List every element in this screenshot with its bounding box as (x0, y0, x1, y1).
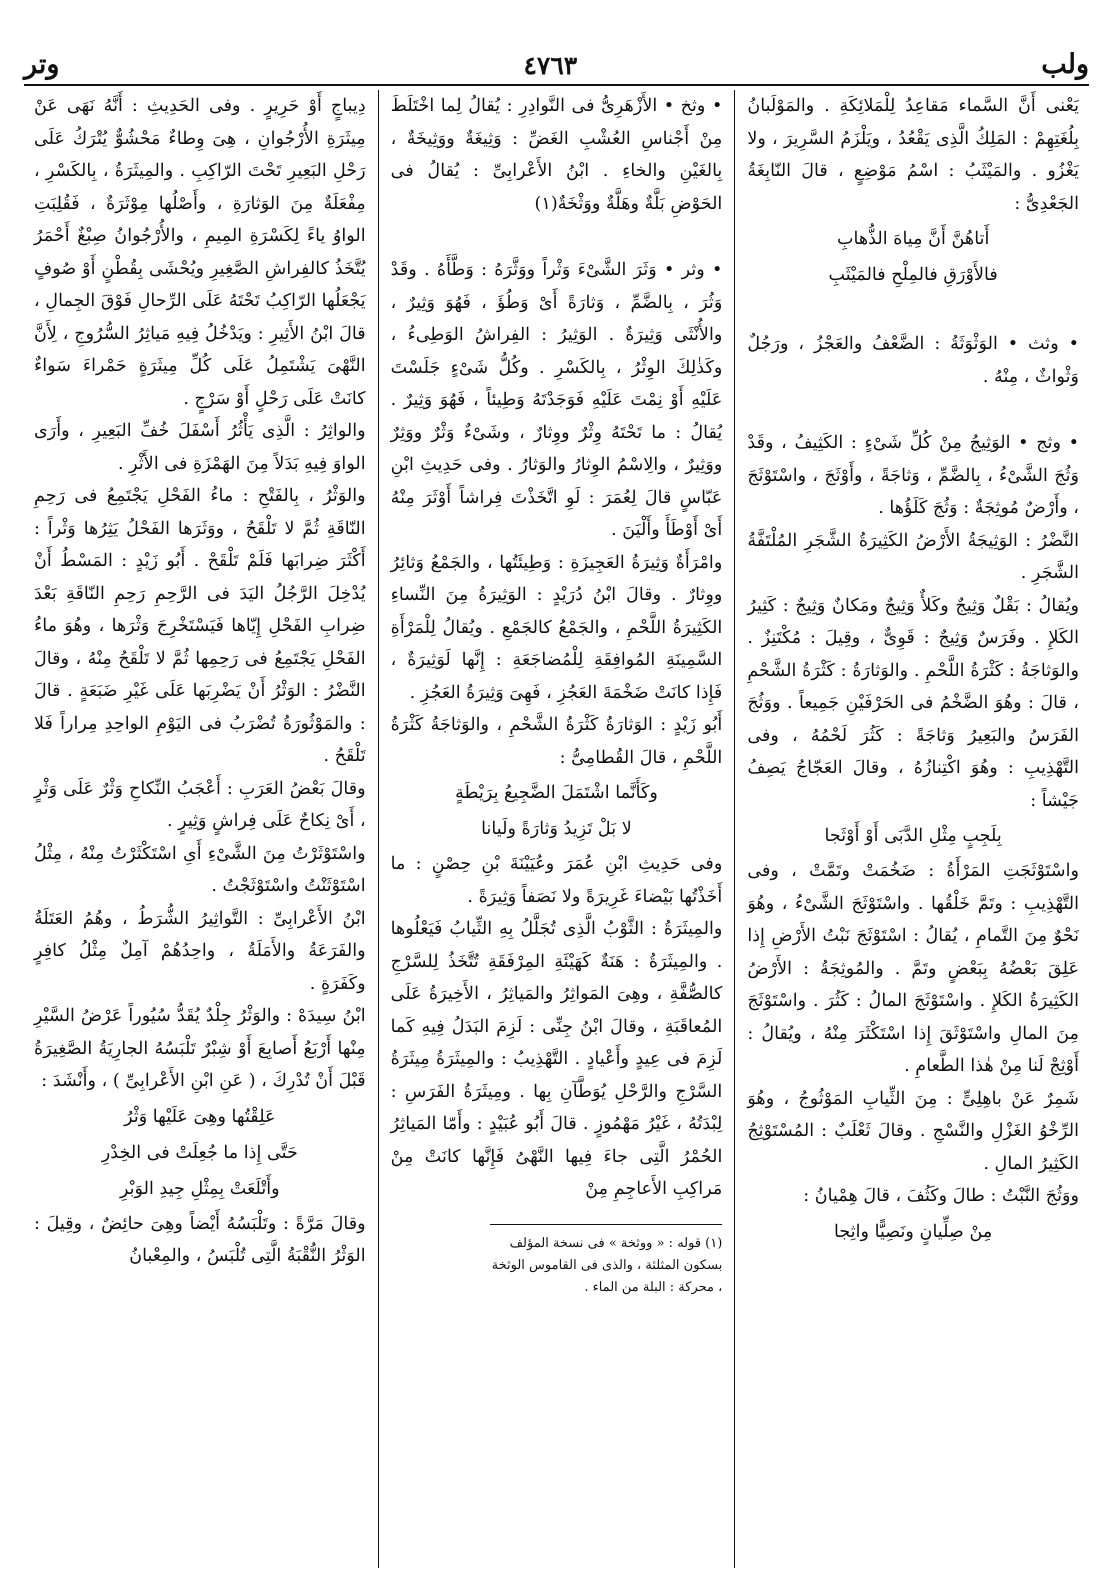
verse-line: عَلِقْتُها وهِىَ عَلَيْها وَثْرُ (124, 1106, 276, 1127)
paragraph: والمِيثَرَةُ : الثَّوْبُ الَّذِى تُجَلَّلُ بِهِ الثِّيابُ فَيَعْلُوها . والمِيثَرَةُ : هَنَةٌ كَهَيْئَةِ المِرْفَقَةِ تُتَّخَذُ لِلسَّرْجِ كالصُّفَّةِ ، وهِىَ المَواثِرُ والمَياثِرُ ، الأَخِيرَةُ عَلَى المُعاقَبَةِ ، وقالَ ابْنُ جِنِّى : لَزِمَ البَدَلُ فِيهِ كَما لَزِمَ فى عِيدٍ وأَعْيادٍ . التَّهْذِيبُ : والمِيثَرَةُ مِيثَرَةُ السَّرْجِ والرَّحْلِ يُوَطَّآنِ بِها . ومِيثَرَةُ الفَرَسِ : لِبْدَتُهُ ، غَيْرُ مَهْمُوزٍ . قالَ أَبُو عُبَيْدٍ : وأَمّا المَياثِرُ الحُمْرُ الَّتِى جاءَ فِيها النَّهْىُ فَإِنَّها كانَتْ مِنْ مَراكِبِ الأَعاجِمِ مِنْ (390, 919, 723, 1199)
paragraph: وقالَ مَرَّةً : وتَلْبَسُهُ أَيْضاً وهِىَ حائِضٌ ، وقِيلَ : الوَثْرُ النُّقْبَةُ الَّتِى تُلْبَسُ ، والمِعْبانُ (33, 1213, 366, 1266)
column-right (735, 90, 1091, 1568)
paragraph: واسْتَوْثَرْتُ مِنَ الشَّىْءِ أَىِ اسْتَكْثَرْتُ مِنْهُ ، مِثْلُ اسْتَوْثَنْتُ واسْتَوْثَجْتُ . (33, 843, 366, 896)
header-left-word: وتر (24, 49, 60, 80)
page-number: ٤٧٦٣ (523, 51, 578, 80)
paragraph: • وثث • الوَثْوَثَةُ : الضَّعْفُ والعَجْزُ ، ورَجُلٌ وَثْواثٌ ، مِنْهُ . (747, 334, 1079, 387)
paragraph: ويُقالُ : بَقْلٌ وَثِيجٌ وكَلأٌ وَثِيجٌ ومَكانٌ وَثِيجٌ : كَثِيرُ الكَلإِ . وفَرَسٌ وَثِيجٌ : قَوِىٌّ ، وقِيلَ : مُكْتَنِزٌ . والوَثاجَةُ : كَثْرَةُ اللَّحْمِ . والوَثارَةُ : كَثْرَةُ الشَّحْمِ ، قالَ : وهُوَ الضَّخْمُ فى الحَرْفَيْنِ جَمِيعاً . ووَثُجَ الفَرَسُ والبَعِيرُ وَثاجَةً : كَثُرَ لَحْمُهُ ، وفى التَّهْذِيبِ : وهُوَ اكْتِنازُهُ ، وقالَ العَجّاجُ يَصِفُ جَيْشاً : (747, 595, 1079, 811)
paragraph: يَعْنى أَنَّ السَّماء مَقاعِدُ لِلْمَلائِكَةِ . والمَوْلَبانُ بِلُغَتِهِمْ : المَلِكُ الَّذِى يَقْعُدُ ، ويَلْزَمُ السَّرِيرَ ، ولا يَغْزُو . والمَيْثَبُ : اسْمُ مَوْضِعٍ ، قالَ النّابِغَةُ الجَعْدِىُّ : (747, 96, 1079, 214)
spacer (747, 393, 1079, 427)
paragraph: ووَثُجَ النَّبْتُ : طالَ وكَثُفَ ، قالَ هِمْيانُ : (803, 1186, 1079, 1206)
spacer (391, 220, 723, 254)
paragraph: • وثج • الوَثِيجُ مِنْ كُلِّ شَىْءٍ : الكَثِيفُ ، وقَدْ وَثُجَ الشَّىْءُ ، بِالضَّمِّ ، وَثاجَةً ، وأَوْثَجَ ، واسْتَوْثَجَ ، وأَرْضٌ مُوثِجَةٌ : وَثُجَ كَلَؤُها . (747, 433, 1079, 518)
verse-line: وكَأَنَّما اشْتَمَلَ الضَّجِيعُ بِرَيْطَةٍ (455, 783, 658, 803)
footnote: (١) قوله : « ووثخة » فى نسخة المؤلف بسكون المثلثة ، والذى فى القاموس الوثخة ، محركة : البلة من الماء . (491, 1235, 723, 1295)
column-middle (378, 90, 736, 1568)
verse-line: مِنْ صِلِّيانٍ ونَصِيًّا واثِجا (834, 1221, 993, 1242)
paragraph: ابْنُ سِيدَهْ : والوَثْرُ جِلْدٌ يُقَدُّ سُيُوراً عَرْضُ السَّيْرِ مِنْها أَرْبَعُ أَصابِعَ أَوْ شِبْرٌ تَلْبَسُهُ الجارِيَةُ الصَّغِيرَةُ قَبْلَ أَنْ تُدْرِكَ ، ( عَنِ ابْنِ الأَعْرابِىِّ ) ، وأَنْشَدَ : (33, 1006, 366, 1091)
verse-line: أَتاهُنَّ أَنَّ مِياهَ الذُّهابِ (836, 229, 990, 249)
paragraph: واسْتَوْثَجَتِ المَرْأَةُ : ضَخُمَتْ وتَمَّتْ ، وفى التَّهْذِيبِ : وتَمَّ خَلْقُها . واسْتَوْثَجَ الشَّىْءُ ، وهُوَ نَحْوٌ مِنَ التَّمامِ ، يُقالُ : اسْتَوْثَجَ نَبْتُ الأَرْضِ إِذا عَلِقَ بَعْضُهُ بِبَعْضٍ وتَمَّ . والمُوثِجَةُ : الأَرْضُ الكَثِيرَةُ الكَلإِ . واسْتَوْثَجَ المالُ : كَثُرَ . واسْتَوْثَجَ مِنَ المالِ واسْتَوْثَقَ إِذا اسْتَكْثَرَ مِنْهُ ، ويُقالُ : أَوْثِجْ لَنا مِنْ هٰذا الطَّعامِ . (747, 861, 1079, 1076)
verse-line: حَتَّى إِذا ما جُعِلَتْ فى الخِدْرِ (101, 1142, 298, 1163)
paragraph: وقالَ بَعْضُ العَرَبِ : أَعْجَبُ النِّكاحِ وَثْرٌ عَلَى وَثْرٍ ، أَىْ نِكاحٌ عَلَى فِراشٍ وَثِيرٍ . (33, 778, 366, 831)
paragraph: • وثخ • الأَزْهَرِىُّ فى النَّوادِرِ : يُقالُ لِما اخْتَلَطَ مِنْ أَجْناسِ العُشْبِ الغَضِّ : وَثِيغَةٌ ووَثِيخَةٌ ، بِالغَيْنِ والخاءِ . ابْنُ الأَعْرابِىِّ : يُقالُ فى الحَوْضِ بَلَّةٌ وهَلَّةٌ ووَثْخَةٌ(١) (390, 96, 723, 214)
paragraph: ابْنُ الأَعْرابِىِّ : التَّواثِيرُ الشُّرَطُ ، وهُمُ العَتَلَةُ والفَرَعَةُ والأَمَلَةُ ، واحِدُهُمْ آمِلٌ مِثْلُ كافِرٍ وكَفَرَةٍ . (33, 908, 366, 994)
paragraph: النَّضْرُ : الوَثِيجَةُ الأَرْضُ الكَثِيرَةُ الشَّجَرِ المُلْتَفَّةُ الشَّجَرِ . (747, 530, 1079, 583)
page-header (24, 34, 1089, 86)
paragraph: أَبُو زَيْدٍ : الوَثارَةُ كَثْرَةُ الشَّحْمِ ، والوَثاجَةُ كَثْرَةُ اللَّحْمِ ، قالَ القُطامِىُّ : (390, 715, 723, 768)
verse-line: بِلَجِبٍ مِثْلِ الدَّبَى أَوْ أَوْثَجا (824, 826, 1002, 846)
paragraph: وامْرَأَةٌ وَثِيرَةُ العَجِيزَةِ : وَطِيئَتُها ، والجَمْعُ وَثائِرُ ووِثارٌ . وقالَ ابْنُ دُرَيْدٍ : الوَثِيرَةُ مِنَ النِّساءِ الكَثِيرَةُ اللَّحْمِ ، والجَمْعُ كالجَمْعِ . ويُقالُ لِلْمَرْأَةِ السَّمِينَةِ المُوافِقَةِ لِلْمُضاجَعَةِ : إِنَّها لَوَثِيرَةٌ ، فَإِذا كانَتْ ضَخْمَةَ العَجُزِ ، فَهِىَ وَثِيرَةُ العَجُزِ . (390, 552, 723, 703)
footnotes (490, 1224, 722, 1299)
spacer (747, 294, 1079, 328)
verse-line: فالأَوْرَقِ فالمِلْحِ فالمَيْثَبِ (828, 265, 998, 285)
column-left (22, 90, 378, 1568)
paragraph: والواثِرُ : الَّذِى يَأْثُرُ أَسْفَلَ خُفِّ البَعِيرِ ، وأَرَى الواوَ فِيهِ بَدَلاً مِنَ الهَمْزَةِ فى الأَثْرِ . (33, 421, 366, 474)
paragraph: وفى حَدِيثِ ابْنِ عُمَرَ وعُيَيْنَةَ بْنِ حِصْنٍ : ما أَخَذْتُها بَيْضاءَ غَرِيرَةً ولا نَصَفاً وَثِيرَةً . (390, 854, 723, 907)
verse-line: وأَتْلَعَتْ بِمِثْلِ جِيدِ الوَبْرِ (119, 1178, 280, 1199)
paragraph: شَمِرٌ عَنْ باهِلِىٍّ : مِنَ الثِّيابِ المَوْثُوجُ ، وهُوَ الرِّخْوُ الغَزْلِ والنَّسْجِ . وقالَ ثَعْلَبٌ : المُسْتَوْثِجُ الكَثِيرُ المالِ . (747, 1088, 1079, 1174)
header-right-word: ولب (1041, 49, 1089, 80)
paragraph: دِيباجٍ أَوْ حَرِيرٍ . وفى الحَدِيثِ : أَنَّهُ نَهَى عَنْ مِيثَرَةِ الأُرْجُوانِ ، هِىَ وِطاءٌ مَحْشُوٌّ يُتْرَكُ عَلَى رَحْلِ البَعِيرِ تَحْتَ الرّاكِبِ . والمِيثَرَةُ ، بِالكَسْرِ ، مِفْعَلَةٌ مِنَ الوَثارَةِ ، وأَصْلُها مِوْثَرَةٌ ، فَقُلِبَتِ الواوُ ياءً لِكَسْرَةِ المِيمِ ، والأُرْجُوانُ صِبْغٌ أَحْمَرُ يُتَّخَذُ كالفِراشِ الصَّغِيرِ ويُحْشَى بِقُطْنٍ أَوْ صُوفٍ يَجْعَلُها الرّاكِبُ تَحْتَهُ عَلَى الرِّحالِ فَوْقَ الجِمالِ ، قالَ ابْنُ الأَثِيرِ : ويَدْخُلُ فِيهِ مَياثِرُ السُّرُوجِ ، لِأَنَّ النَّهْىَ يَشْتَمِلُ عَلَى كُلِّ مِيثَرَةٍ حَمْراءَ سَواءٌ كانَتْ عَلَى رَحْلٍ أَوْ سَرْجٍ . (33, 96, 366, 409)
paragraph: • وثر • وَثَرَ الشَّىْءَ وَثْراً ووَثَّرَهُ : وَطَّأَهُ . وقَدْ وَثُرَ ، بِالضَّمِّ ، وَثارَةً أَىْ وَطُؤَ ، فَهُوَ وَثِيرٌ ، والأُنْثَى وَثِيرَةٌ . الوَثِيرُ : الفِراشُ الوَطِىءُ ، وكَذٰلِكَ الوِثْرُ ، بِالكَسْرِ . وكُلُّ شَىْءٍ جَلَسْتَ عَلَيْهِ أَوْ نِمْتَ عَلَيْهِ فَوَجَدْتَهُ وَطِيئاً ، فَهُوَ وَثِيرٌ . يُقالُ : ما تَحْتَهُ وِثْرٌ ووِثارٌ ، وشَىْءٌ وَثْرٌ ووَثِرٌ ووَثِيرٌ ، والِاسْمُ الوِثارُ والوَثارُ . وفى حَدِيثِ ابْنِ عَبّاسٍ قالَ لِعُمَرَ : لَوِ اتَّخَذْتَ فِراشاً أَوْثَرَ مِنْهُ أَىْ أَوْطَأَ وأَلْيَنَ . (390, 260, 723, 540)
paragraph: والوَثْرُ ، بِالفَتْحِ : ماءُ الفَحْلِ يَجْتَمِعُ فى رَحِمِ النّاقَةِ ثُمَّ لا تَلْقَحُ ، ووَثَرَها الفَحْلُ يَثِرُها وَثْراً : أَكْثَرَ ضِرابَها فَلَمْ تَلْقَحْ . أَبُو زَيْدٍ : المَسْطُ أَنْ يُدْخِلَ الرَّجُلُ اليَدَ فى الرَّحِمِ رَحِمِ النّاقَةِ بَعْدَ ضِرابِ الفَحْلِ إِيّاها فَيَسْتَخْرِجَ وَثْرَها ، وهُوَ ماءُ الفَحْلِ يَجْتَمِعُ فى رَحِمِها ثُمَّ لا تَلْقَحُ مِنْهُ ، وقالَ النَّضْرُ : الوَثْرُ أَنْ يَضْرِبَها عَلَى غَيْرِ ضَبَعَةٍ . قالَ : والمَوْثُورَةُ تُضْرَبُ فى اليَوْمِ الواحِدِ مِراراً فَلا تَلْقَحُ . (33, 486, 366, 766)
verse-line: لا بَلْ تَزِيدُ وَثارَةً ولَيانا (481, 819, 632, 839)
text-columns (22, 90, 1091, 1568)
